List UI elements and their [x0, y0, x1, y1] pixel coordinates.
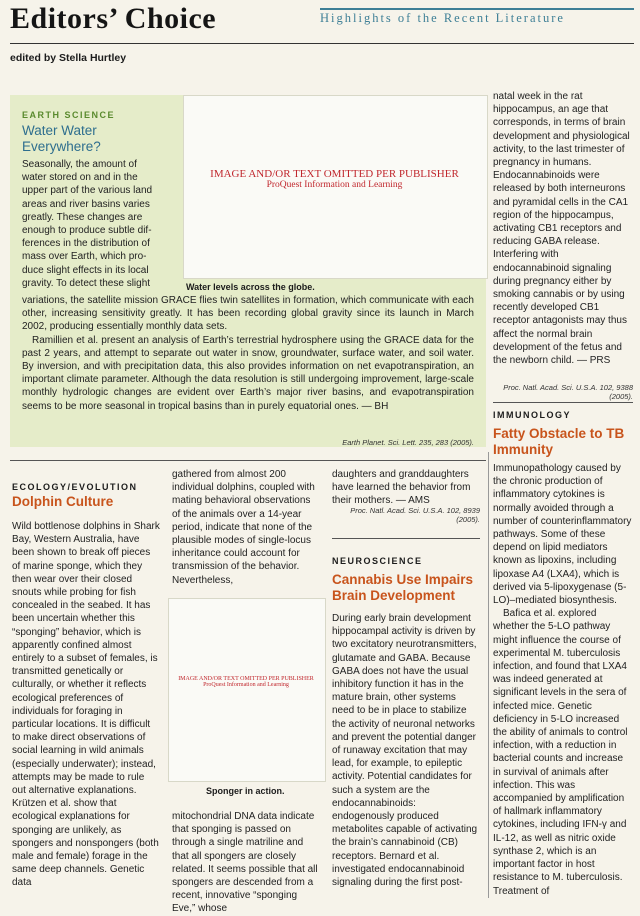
earth-column-line: Seasonally, the amount of — [22, 159, 137, 170]
dolphin-figure-omitted-notice — [168, 676, 324, 688]
column-rule — [488, 452, 489, 898]
editor-credit: edited by Stella Hurtley — [10, 52, 127, 64]
omitted-line-1: IMAGE AND/OR TEXT OMITTED PER PUBLISHER — [210, 168, 459, 180]
earth-column-line: areas and river basins varies — [22, 198, 150, 210]
immunology-paragraph-2: Bafica et al. explored whether the 5-LO pathway might influence the course of experimental M. tuberculosis infection, and found that LXA4 was indeed generated at significant levels in the sera of infected mice. Genetic deficiency in 5-LO increased the ability of animals to control infection, with a reduction in bacterial counts and increase in survival of animals after infection. This was accompanied by amplification of hallmark inflammatory cytokines, including IFN-γ and IL-12, as well as nitric oxide synthase 2, which is an important factor in host resistance to M. tuberculosis. Treatment of — [493, 608, 628, 897]
earth-paragraph-2: Ramillien et al. present an analysis of Earth’s terrestrial hydrosphere using the GRACE data for the past 2 years, and attempt to separate out water in snow, groundwater, surface water, and soil water. By inversion, and with precipitation data, this also provides information on net evapotranspiration, an important climate parameter. Although the data resolution is still undergoing improvement, large-scale monthly hydrologic changes are evident over Earth’s major river basins, and evapotranspiration seems to be more seasonal in tropical basins than in purely equatorial ones. — BH — [22, 334, 474, 412]
ecology-citation: Proc. Natl. Acad. Sci. U.S.A. 102, 8939 (2005). — [350, 506, 480, 524]
omitted-line-2: ProQuest Information and Learning — [266, 180, 403, 190]
headline-cannabis — [332, 572, 482, 604]
earth-column-line: mass over Earth, which pro- — [22, 251, 147, 263]
omitted-line-2: ProQuest Information and Learning — [203, 682, 289, 688]
page-subtitle: Highlights of the Recent Literature — [320, 11, 565, 25]
earth-column-line: upper part of the various land — [22, 185, 153, 197]
neuroscience-text: During early brain development hippocampal activity is driven by two excitatory neurotransmitters, glutamate and GABA. Because GABA does not have the usual inhibitory function it has in the mature brain, other systems need to be in place to stabilize the activity of neuronal networks and prevent the potential danger of runaway excitation that may lead, for example, to epileptic activity. Potential candidates for such a system are the endocannabinoids: endogenously produced metabolites capable of activating the brain’s cannabinoid (CB) receptors. Bernard et al. investigated endocannabinoid signaling during the first post- — [332, 613, 478, 889]
ecology-column-1: Wild bottlenose dolphins in Shark Bay, Western Australia, have been shown to break off pieces of marine sponge, which they then wear over their closed snouts while probing for fish concealed in the seabed. It has been uncertain whether this “sponging” behavior, which is apparently confined almost entirely to a subset of females, is transmitted genetically or culturally, or whether it reflects ecological preferences of individuals for foraging in particular locations. It is difficult to make direct observations of social learning in wild animals (especially underwater); instead, attempts may be made to rule out alternative explanations. Krützen et al. show that ecological explanations for sponging are unlikely, as spongers and nonspongers (both male and female) forage in the same deep channels. Genetic data — [12, 521, 160, 889]
separator-rule — [493, 402, 633, 403]
page-title: Editors’ Choice — [10, 2, 217, 35]
immunology-text — [493, 462, 633, 898]
earth-figure-omitted-notice — [183, 168, 486, 190]
separator-rule — [332, 538, 480, 539]
section-label-neuroscience: NEUROSCIENCE — [332, 556, 423, 566]
headline-line-2: Brain Development — [332, 588, 456, 603]
headline-dolphin-culture: Dolphin Culture — [12, 494, 114, 509]
ecology-column-3-top: daughters and granddaughters have learned the behavior from their mothers. — AMS — [332, 469, 471, 507]
earth-column-line: duce slight effects in its local — [22, 264, 149, 276]
section-label-immunology: IMMUNOLOGY — [493, 410, 571, 420]
headline-tb-immunity: Fatty Obstacle to TB Immunity — [493, 426, 625, 457]
neuroscience-citation: Proc. Natl. Acad. Sci. U.S.A. 102, 9388 (2005). — [503, 383, 633, 401]
dolphin-figure-caption: Sponger in action. — [206, 786, 285, 796]
headline-line-2: Everywhere? — [22, 139, 101, 154]
separator-rule — [10, 460, 486, 461]
title-underline — [10, 43, 634, 44]
earth-wide-text — [22, 294, 474, 413]
earth-column-line: ferences in the distribution of — [22, 238, 150, 250]
immunology-paragraph-1: Immunopathology caused by the chronic production of inflammatory cytokines is normally avoided through a number of counterinflammatory pathways. Some of these depend on lipid mediators known as lipoxins, including lipoxase A4 (LXA4), which is derived via 5-lipoxygenase (5-LO)–mediated biosynthesis. — [493, 463, 632, 607]
earth-paragraph-1: variations, the satellite mission GRACE flies twin satellites in formation, which communicate with each other, increasing sensitivity greatly. It has been recording global gravity since its launch in March 2002, producing essentially monthly data sets. — [22, 295, 474, 333]
earth-column-line: greatly. These changes are — [22, 211, 143, 223]
omitted-line-1: IMAGE AND/OR TEXT OMITTED PER PUBLISHER — [178, 676, 314, 682]
earth-citation: Earth Planet. Sci. Lett. 235, 283 (2005). — [342, 438, 474, 447]
headline-water — [22, 123, 101, 155]
section-label-earth-science: EARTH SCIENCE — [22, 110, 116, 120]
earth-column-line: gravity. To detect these slight — [22, 277, 151, 289]
ecology-column-2-bottom: mitochondrial DNA data indicate that sponging is passed on through a single matriline and that all spongers are closely related. It seems possible that all spongers are descended from a recent, innovative “sponging Eve,” whose — [172, 811, 318, 915]
header-rule — [320, 8, 634, 10]
headline-line-1: Water Water — [22, 123, 97, 138]
earth-column-line: enough to produce subtle dif- — [22, 225, 152, 237]
ecology-column-2-top: gathered from almost 200 individual dolphins, coupled with mating behavioral observations of the animals over a 14-year period, indicate that none of the plausible modes of single-locus inheritance could account for transmission of the behavior. Nevertheless, — [172, 469, 315, 586]
dolphin-figure-placeholder — [168, 598, 326, 782]
headline-line-1: Cannabis Use Impairs — [332, 572, 474, 587]
earth-column-text — [22, 158, 178, 290]
neuroscience-continued-text: natal week in the rat hippocampus, an age that corresponds, in terms of brain development and physiological activity, to the last trimester of pregnancy in humans. Endocannabinoids were released by both interneurons and pyramidal cells in the CA1 region of the hippocampus, activating CB1 receptors and reducing GABA release. Interfering with endocannabinoid signaling during pregnancy either by smoking cannabis or by using recently developed CB1 receptor antagonists may thus affect the normal brain development of the fetus and the newborn child. — PRS — [493, 91, 630, 367]
earth-column-line: water stored on and in the — [22, 172, 138, 184]
section-label-ecology: ECOLOGY/EVOLUTION — [12, 482, 138, 492]
earth-figure-caption: Water levels across the globe. — [186, 282, 315, 292]
